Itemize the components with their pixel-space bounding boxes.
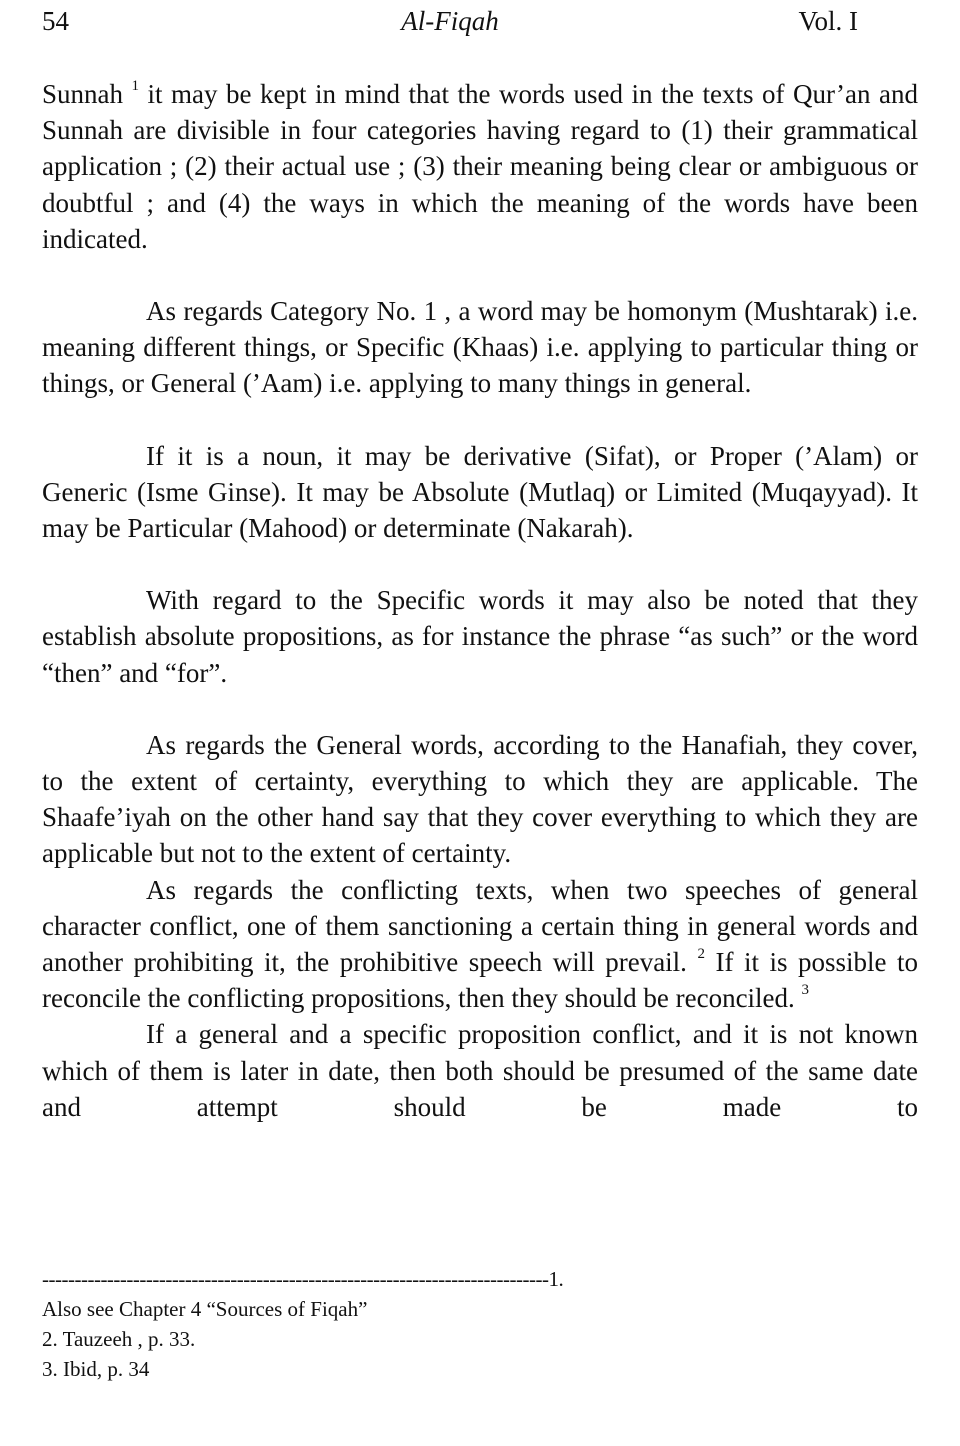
text-run: With regard to the Specific words it may also be noted that they establish absolute propositions, as for instance the phrase “as such” or the word “then” and “for”. (42, 585, 918, 688)
paragraph (42, 872, 918, 1017)
volume-label: Vol. I (798, 6, 858, 36)
footnote-1: Also see Chapter 4 “Sources of Fiqah” (42, 1297, 368, 1321)
paragraph (42, 293, 918, 402)
text-run: If a general and a specific proposition conflict, and it is not known which of them is later in date, then both should be presumed of the same date and attempt should be made to (42, 1019, 918, 1122)
footnotes (42, 1264, 922, 1384)
text-run: it may be kept in mind that the words used in the texts of Qur’an and Sunnah are divisible in four categories having regard to (1) their grammatical application ; (2) their actual use ; (3) their meaning being clear or ambiguous or doubtful ; and (4) the ways in which the meaning of the words have been indicated. (42, 79, 918, 254)
running-header (42, 4, 858, 38)
paragraph (42, 76, 918, 257)
footnote-ref: 3 (801, 982, 810, 999)
book-title: Al-Fiqah (401, 6, 499, 36)
page-number: 54 (42, 6, 69, 36)
footnote-ref: 1 (131, 78, 140, 94)
footnote-separator: ------------------------------------------------------------------------------1. (42, 1267, 564, 1291)
paragraph (42, 1016, 918, 1125)
footnote-2: 2. Tauzeeh , p. 33. (42, 1327, 196, 1351)
paragraph (42, 438, 918, 547)
text-run: As regards the General words, according to the Hanafiah, they cover, to the extent of certainty, everything to which they are applicable. The Shaafe’iyah on the other hand say that they cover everything to which they are applicable but not to the extent of certainty. (42, 729, 918, 869)
body-text (42, 76, 918, 1125)
text-run: As regards Category No. 1 , a word may be homonym (Mushtarak) i.e. meaning different things, or Specific (Khaas) i.e. applying to particular thing or things, or General (’Aam) i.e. applying to many things in general. (42, 296, 918, 399)
paragraph (42, 582, 918, 691)
text-run: If it is possible to reconcile the conflicting propositions, then they should be reconciled. (42, 947, 918, 1014)
paragraph (42, 727, 918, 872)
text-run: If it is a noun, it may be derivative (Sifat), or Proper (’Alam) or Generic (Isme Ginse). It may be Absolute (Mutlaq) or Limited (Muqayyad). It may be Particular (Mahood) or determinate (Nakarah). (42, 440, 918, 544)
text-run: As regards the conflicting texts, when two speeches of general character conflict, one of them sanctioning a certain thing in general words and another prohibiting it, the prohibitive speech will prevail. (42, 874, 918, 978)
footnote-3: 3. Ibid, p. 34 (42, 1357, 150, 1381)
footnote-ref: 2 (697, 946, 705, 963)
text-run: Sunnah (42, 79, 132, 109)
